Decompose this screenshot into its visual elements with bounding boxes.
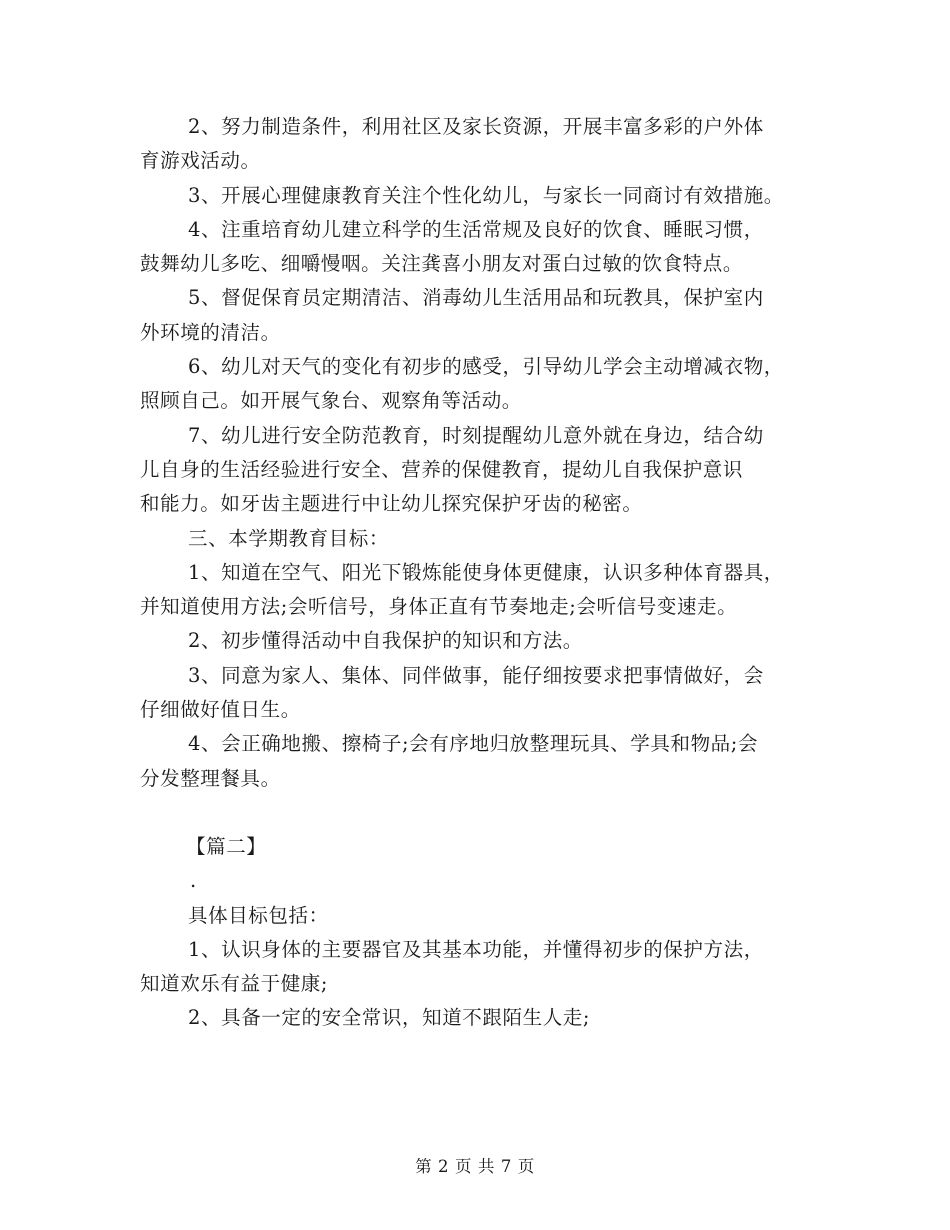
paragraph-line: 和能力。如牙齿主题进行中让幼儿探究保护牙齿的秘密。 bbox=[140, 492, 643, 516]
paragraph-line: 1、知道在空气、阳光下锻炼能使身体更健康，认识多种体育器具， bbox=[188, 560, 784, 584]
paragraph-line: 分发整理餐具。 bbox=[140, 766, 281, 790]
paragraph-block-1 bbox=[140, 110, 815, 796]
paragraph-line: 2、初步懂得活动中自我保护的知识和方法。 bbox=[188, 629, 583, 653]
paragraph bbox=[140, 281, 815, 350]
paragraph bbox=[140, 624, 815, 658]
paragraph-line: 三、本学期教育目标： bbox=[188, 526, 390, 550]
paragraph-line: 3、同意为家人、集体、同伴做事，能仔细按要求把事情做好，会 bbox=[188, 663, 764, 687]
paragraph bbox=[140, 933, 815, 1002]
paragraph-line: 具体目标包括： bbox=[188, 903, 329, 927]
paragraph-line: 5、督促保育员定期清洁、消毒幼儿生活用品和玩教具，保护室内 bbox=[188, 286, 764, 310]
paragraph bbox=[140, 899, 815, 933]
paragraph-line: 4、会正确地搬、擦椅子;会有序地归放整理玩具、学具和物品;会 bbox=[188, 732, 759, 756]
paragraph-line: 2、具备一定的安全常识，知道不跟陌生人走; bbox=[188, 1006, 591, 1030]
paragraph-line: 知道欢乐有益于健康; bbox=[140, 972, 329, 996]
paragraph-line: 3、开展心理健康教育关注个性化幼儿，与家长一同商讨有效措施。 bbox=[188, 183, 784, 207]
paragraph bbox=[140, 659, 815, 728]
paragraph-line: 2、努力制造条件，利用社区及家长资源，开展丰富多彩的户外体 bbox=[188, 115, 764, 138]
paragraph bbox=[140, 556, 815, 625]
paragraph bbox=[140, 419, 815, 522]
paragraph-block-2 bbox=[140, 899, 815, 1036]
paragraph bbox=[140, 1001, 815, 1035]
paragraph-line: 6、幼儿对天气的变化有初步的感受，引导幼儿学会主动增减衣物， bbox=[188, 355, 784, 379]
section-heading: 【篇二】 bbox=[186, 834, 267, 858]
paragraph-line: 育游戏活动。 bbox=[140, 149, 261, 173]
paragraph bbox=[140, 213, 815, 282]
paragraph-line: 仔细做好值日生。 bbox=[140, 698, 301, 722]
paragraph bbox=[140, 727, 815, 796]
paragraph-line: 并知道使用方法;会听信号，身体正直有节奏地走;会听信号变速走。 bbox=[140, 595, 738, 619]
paragraph bbox=[140, 522, 815, 556]
separator-dot: . bbox=[190, 869, 197, 893]
paragraph-line: 4、注重培育幼儿建立科学的生活常规及良好的饮食、睡眠习惯， bbox=[188, 217, 764, 241]
section-spacer bbox=[140, 796, 815, 830]
paragraph bbox=[140, 350, 815, 419]
paragraph-line: 1、认识身体的主要器官及其基本功能，并懂得初步的保护方法， bbox=[188, 937, 764, 961]
paragraph-line: 鼓舞幼儿多吃、细嚼慢咽。关注龚喜小朋友对蛋白过敏的饮食特点。 bbox=[140, 252, 744, 276]
paragraph-line: 外环境的清洁。 bbox=[140, 320, 281, 344]
paragraph-line: 7、幼儿进行安全防范教育，时刻提醒幼儿意外就在身边，结合幼 bbox=[188, 423, 764, 447]
paragraph-line: 儿自身的生活经验进行安全、营养的保健教育，提幼儿自我保护意识 bbox=[140, 457, 744, 481]
paragraph bbox=[140, 179, 815, 213]
paragraph-line: 照顾自己。如开展气象台、观察角等活动。 bbox=[140, 389, 522, 413]
document-body bbox=[140, 110, 815, 1036]
paragraph bbox=[140, 110, 815, 179]
page-number-footer: 第 2 页 共 7 页 bbox=[415, 1157, 535, 1176]
